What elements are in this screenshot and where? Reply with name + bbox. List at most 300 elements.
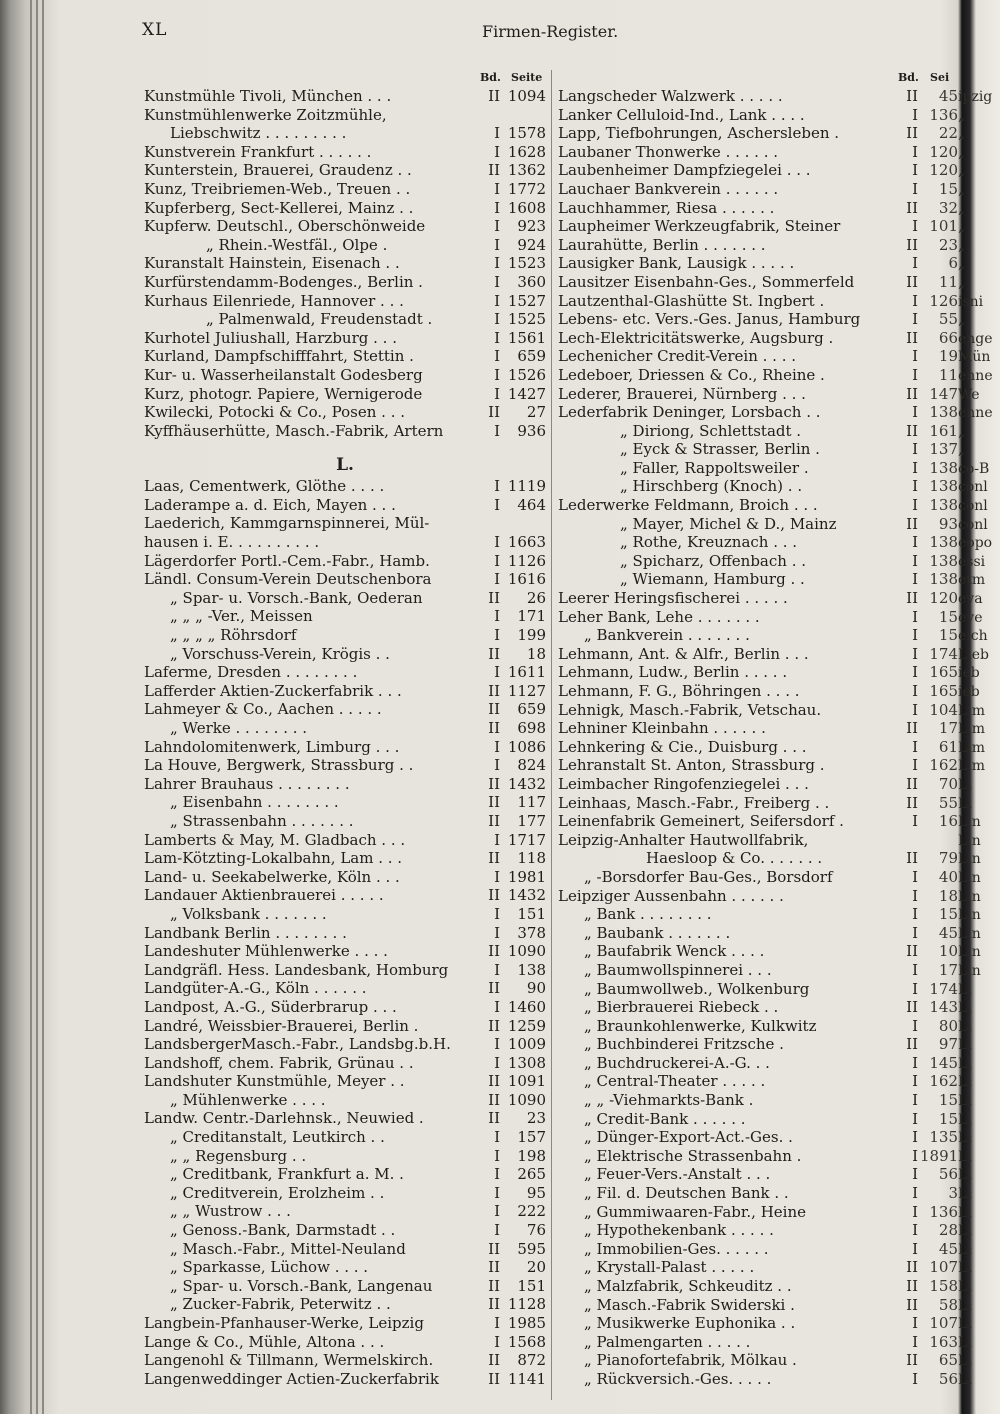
- entry-name: Lausigker Bank, Lausigk . . . . .: [558, 254, 795, 273]
- entry-name: Kurhaus Eilenriede, Hannover . . .: [144, 291, 404, 310]
- register-entry: [144, 1333, 546, 1352]
- column-divider: [551, 70, 552, 1400]
- register-entry: [144, 329, 546, 348]
- entry-volume: II: [906, 384, 918, 403]
- entry-page: 19: [938, 347, 958, 366]
- entry-page: 32: [938, 198, 958, 217]
- page-title: Firmen-Register.: [482, 22, 619, 41]
- entry-volume: I: [494, 1183, 500, 1202]
- entry-name: Lanker Celluloid-Ind., Lank . . . .: [558, 105, 805, 124]
- page-fragment-text: Lin: [958, 832, 981, 849]
- entry-name: Leinhaas, Masch.-Fabr., Freiberg . .: [558, 793, 830, 812]
- register-entry: [144, 1035, 546, 1054]
- entry-name: Leinenfabrik Gemeinert, Seifersdorf .: [558, 812, 844, 831]
- register-entry: [144, 793, 546, 812]
- entry-page: 145: [929, 1053, 958, 1072]
- entry-volume: I: [912, 960, 918, 979]
- entry-name: „ Palmenwald, Freudenstadt .: [206, 310, 433, 329]
- entry-name: Langbein-Pfanhauser-Werke, Leipzig: [144, 1314, 424, 1332]
- register-entry: [558, 794, 958, 813]
- entry-page: 1427: [507, 384, 546, 403]
- register-entry: [558, 1258, 958, 1277]
- entry-page: 27: [526, 403, 546, 422]
- entry-volume: II: [906, 998, 918, 1017]
- page-fragment-text: Li: [958, 795, 972, 812]
- entry-page: 118: [517, 849, 546, 868]
- register-entry: [558, 366, 958, 385]
- entry-page: 1525: [507, 310, 546, 329]
- entry-name: Land- u. Seekabelwerke, Köln . . .: [144, 867, 400, 886]
- entry-name: „ Elektrische Strassenbahn .: [584, 1146, 802, 1165]
- entry-name: Laubenheimer Dampfziegelei . . .: [558, 161, 811, 180]
- entry-name: „ Musikwerke Euphonika . .: [584, 1314, 796, 1333]
- entry-name: „ Diriong, Schlettstadt .: [620, 421, 802, 440]
- register-entry: [144, 812, 546, 831]
- entry-page: 147: [929, 384, 958, 403]
- register-entry: [144, 347, 546, 366]
- entry-volume: I: [912, 1091, 918, 1110]
- page-fragment-text: Li: [958, 1186, 972, 1203]
- section-letter: L.: [336, 455, 354, 476]
- entry-name: „ „ „ -Ver., Meissen: [170, 607, 313, 626]
- entry-name: „ Immobilien-Ges. . . . . .: [584, 1239, 769, 1258]
- entry-name: Lauchhammer, Riesa . . . . . .: [558, 198, 775, 217]
- register-entry: [558, 1128, 958, 1147]
- entry-volume: I: [494, 867, 500, 886]
- entry-volume: I: [494, 663, 500, 682]
- entry-volume: I: [494, 830, 500, 849]
- page-fragment-text: Li: [958, 1371, 972, 1388]
- page-fragment-text: „: [958, 181, 966, 198]
- page-fragment-text: Lim: [958, 739, 986, 756]
- entry-volume: I: [912, 403, 918, 422]
- register-entry: [558, 589, 958, 608]
- register-entry: [558, 477, 958, 496]
- register-entry: [144, 719, 546, 738]
- entry-volume: I: [494, 477, 500, 496]
- register-entry: [558, 217, 958, 236]
- entry-name: Kurz, photogr. Papiere, Wernigerode: [144, 384, 423, 403]
- entry-page: 1523: [507, 254, 546, 273]
- entry-page: 1086: [507, 737, 546, 756]
- entry-volume: II: [488, 942, 500, 961]
- page-fragment-text: ipzig: [958, 89, 993, 105]
- entry-page: 595: [517, 1239, 546, 1258]
- entry-volume: I: [494, 756, 500, 775]
- page-fragment-text: conl: [958, 479, 988, 496]
- entry-volume: I: [494, 904, 500, 923]
- register-entry: [144, 1258, 546, 1277]
- entry-page: 872: [517, 1351, 546, 1370]
- entry-page: 126: [929, 291, 958, 310]
- register-entry: [558, 1072, 958, 1091]
- page-edge-line: [30, 0, 32, 1414]
- entry-volume: II: [488, 161, 500, 180]
- entry-page: 138: [929, 477, 958, 496]
- entry-volume: I: [912, 1053, 918, 1072]
- register-entry: [144, 514, 546, 533]
- entry-page: 1611: [507, 663, 546, 682]
- entry-name: Kunstmühle Tivoli, München . . .: [144, 87, 392, 105]
- page-fragment-text: Lin: [958, 869, 981, 886]
- page-fragment-text: ieb: [958, 684, 980, 700]
- entry-volume: II: [488, 1239, 500, 1258]
- entry-volume: II: [906, 235, 918, 254]
- register-entry: [144, 254, 546, 273]
- entry-volume: I: [494, 1221, 500, 1240]
- column-header: [144, 69, 546, 87]
- register-entry: [144, 1184, 546, 1203]
- register-entry: [144, 366, 546, 385]
- entry-page: 378: [517, 923, 546, 942]
- entry-volume: II: [906, 514, 918, 533]
- entry-volume: I: [494, 997, 500, 1016]
- entry-volume: I: [912, 700, 918, 719]
- entry-page: 1432: [507, 774, 546, 793]
- entry-name: LandsbergerMasch.-Fabr., Landsbg.b.H.: [144, 1035, 451, 1054]
- register-entry: [558, 1091, 958, 1110]
- entry-name: „ Spicharz, Offenbach . .: [620, 551, 806, 570]
- entry-page: 80: [938, 1016, 958, 1035]
- entry-page: 17: [938, 719, 958, 738]
- entry-volume: I: [912, 737, 918, 756]
- page-fragment-text: „: [958, 237, 966, 254]
- register-entry: [558, 143, 958, 162]
- register-entry: [558, 831, 958, 850]
- entry-volume: I: [494, 570, 500, 589]
- entry-name: „ Wiemann, Hamburg . .: [620, 570, 805, 589]
- entry-volume: I: [912, 626, 918, 645]
- register-entry: [558, 1017, 958, 1036]
- entry-page: 79: [938, 849, 958, 868]
- entry-name: Lam-Kötzting-Lokalbahn, Lam . . .: [144, 849, 403, 868]
- register-entry: [144, 886, 546, 905]
- register-entry: [144, 645, 546, 664]
- page-fragment-text: Li: [958, 1353, 972, 1370]
- entry-volume: II: [488, 644, 500, 663]
- entry-name: Lehmann, Ludw., Berlin . . . . .: [558, 663, 788, 682]
- entry-name: „ Faller, Rappoltsweiler .: [620, 458, 809, 477]
- entry-page: 824: [517, 756, 546, 775]
- entry-page: 165: [929, 682, 958, 700]
- entry-name: Laupheimer Werkzeugfabrik, Steiner: [558, 217, 841, 236]
- entry-name: „ „ Wustrow . . .: [170, 1202, 291, 1221]
- entry-page: 107: [929, 1258, 958, 1277]
- entry-name: „ Baumwollspinnerei . . .: [584, 960, 772, 979]
- entry-name: Laferme, Dresden . . . . . . . .: [144, 663, 358, 682]
- entry-volume: II: [906, 272, 918, 291]
- page-fragment-text: We: [958, 386, 980, 403]
- entry-name: Lafferder Aktien-Zuckerfabrik . . .: [144, 681, 402, 700]
- register-entry: [144, 403, 546, 422]
- entry-name: „ Eisenbahn . . . . . . . .: [170, 793, 339, 812]
- register-entry: [558, 515, 958, 534]
- page-fragment-text: Lin: [958, 962, 981, 979]
- register-entry: [144, 607, 546, 626]
- entry-volume: I: [912, 496, 918, 515]
- entry-name: hausen i. E. . . . . . . . . .: [144, 533, 320, 552]
- left-entry-list: [144, 87, 546, 1388]
- entry-volume: I: [912, 1332, 918, 1351]
- entry-page: 16: [938, 812, 958, 831]
- entry-name: Lederer, Brauerei, Nürnberg . . .: [558, 384, 806, 403]
- entry-name: Kupferberg, Sect-Kellerei, Mainz . .: [144, 198, 414, 217]
- entry-name: Kupferw. Deutschl., Oberschönweide: [144, 217, 426, 236]
- entry-name: Leimbacher Ringofenziegelei . . .: [558, 774, 809, 793]
- page-fragment-text: Li: [958, 1055, 972, 1072]
- page-fragment-text: Lieb: [958, 646, 990, 663]
- register-entry: [144, 292, 546, 311]
- page-fragment-text: Li: [958, 1167, 972, 1184]
- entry-page: 18: [938, 886, 958, 905]
- entry-volume: I: [494, 1035, 500, 1054]
- entry-name: Lehranstalt St. Anton, Strassburg .: [558, 756, 825, 775]
- entry-volume: I: [912, 663, 918, 682]
- entry-volume: II: [488, 793, 500, 812]
- page-fragment-text: Lim: [958, 721, 986, 738]
- entry-name: „ Bankverein . . . . . . .: [584, 626, 750, 645]
- entry-name: Landauer Aktienbrauerei . . . . .: [144, 886, 384, 905]
- entry-volume: I: [912, 1184, 918, 1203]
- entry-volume: II: [488, 774, 500, 793]
- page-fragment-text: Li: [958, 1334, 972, 1351]
- entry-name: „ Malzfabrik, Schkeuditz . .: [584, 1277, 792, 1295]
- entry-name: „ Bierbrauerei Riebeck . .: [584, 998, 779, 1017]
- register-entry: [144, 924, 546, 943]
- entry-name: „ Buchbinderei Fritzsche .: [584, 1035, 784, 1054]
- register-entry: [558, 1165, 958, 1184]
- register-entry: [144, 273, 546, 292]
- page-fragment-text: Li: [958, 1148, 972, 1165]
- register-entry: [144, 552, 546, 571]
- page-fragment-text: „: [958, 107, 966, 124]
- register-entry: [558, 942, 958, 961]
- entry-page: 15: [938, 905, 958, 924]
- entry-page: 1891: [920, 1146, 958, 1165]
- entry-volume: I: [912, 458, 918, 477]
- entry-volume: II: [906, 1351, 918, 1370]
- right-entry-list: [558, 87, 958, 1389]
- entry-name: Kurland, Dampfschifffahrt, Stettin .: [144, 347, 414, 366]
- entry-name: Landeshuter Mühlenwerke . . . .: [144, 942, 388, 961]
- register-entry: [558, 645, 958, 664]
- entry-volume: I: [912, 1165, 918, 1184]
- register-entry: [558, 719, 958, 738]
- entry-page: 198: [517, 1146, 546, 1165]
- entry-page: 22: [938, 124, 958, 143]
- entry-page: 151: [517, 1276, 546, 1295]
- register-entry: [144, 961, 546, 980]
- register-entry: [144, 756, 546, 775]
- entry-name: Laderampe a. d. Eich, Mayen . . .: [144, 495, 396, 514]
- register-entry: [144, 1091, 546, 1110]
- entry-volume: I: [494, 533, 500, 552]
- entry-name: „ Pianofortefabrik, Mölkau .: [584, 1351, 797, 1370]
- register-entry: [144, 106, 546, 125]
- entry-name: „ Credit-Bank . . . . . .: [584, 1109, 746, 1128]
- entry-name: „ Braunkohlenwerke, Kulkwitz: [584, 1016, 817, 1035]
- entry-page: 45: [938, 87, 958, 105]
- entry-name: „ Genoss.-Bank, Darmstadt . .: [170, 1221, 396, 1240]
- entry-page: 698: [517, 719, 546, 737]
- entry-volume: I: [912, 365, 918, 384]
- entry-page: 1561: [507, 328, 546, 347]
- entry-page: 1717: [507, 830, 546, 849]
- entry-volume: I: [912, 1202, 918, 1221]
- page-fragment-text: Li: [958, 1074, 972, 1091]
- entry-volume: I: [912, 1369, 918, 1388]
- entry-name: Kuranstalt Hainstein, Eisenach . .: [144, 254, 400, 273]
- right-register-column: [558, 69, 958, 1389]
- entry-page: 936: [517, 421, 546, 440]
- entry-name: Langenweddinger Actien-Zuckerfabrik: [144, 1369, 439, 1388]
- entry-page: 137: [929, 440, 958, 459]
- entry-page: 65: [938, 1351, 958, 1370]
- entry-page: 15: [938, 1109, 958, 1128]
- page-fragment-text: Lin: [958, 907, 981, 924]
- register-entry: [558, 199, 958, 218]
- entry-name: „ Mühlenwerke . . . .: [170, 1090, 326, 1109]
- entry-page: 174: [929, 644, 958, 663]
- entry-name: Lechenicher Credit-Verein . . . .: [558, 347, 797, 366]
- entry-page: 45: [938, 923, 958, 942]
- page-fragment-text: „: [958, 312, 966, 329]
- entry-name: Lech-Elektricitätswerke, Augsburg .: [558, 328, 834, 347]
- register-entry: [558, 1277, 958, 1296]
- page-fragment-text: enne: [958, 405, 993, 422]
- register-entry: [558, 273, 958, 292]
- entry-page: 1091: [507, 1072, 546, 1091]
- register-entry: [558, 310, 958, 329]
- register-entry: [144, 589, 546, 608]
- entry-volume: I: [494, 1128, 500, 1147]
- entry-name: Leipziger Aussenbahn . . . . . .: [558, 886, 784, 905]
- entry-page: 135: [929, 1128, 958, 1147]
- register-entry: [144, 422, 546, 441]
- page-fragment-text: conl: [958, 516, 988, 533]
- entry-volume: I: [494, 365, 500, 384]
- entry-volume: I: [494, 923, 500, 942]
- register-entry: [144, 236, 546, 255]
- entry-name: Lehmann, F. G., Böhringen . . . .: [558, 682, 800, 700]
- register-entry: [144, 310, 546, 329]
- register-entry: [558, 459, 958, 478]
- entry-page: 136: [929, 105, 958, 124]
- entry-name: Kunstverein Frankfurt . . . . . .: [144, 142, 372, 161]
- page-fragment-text: „: [958, 126, 966, 143]
- entry-name: Ländl. Consum-Verein Deutschenbora: [144, 570, 432, 589]
- entry-name: „ Volksbank . . . . . . .: [170, 904, 327, 923]
- entry-page: 222: [517, 1202, 546, 1221]
- register-entry: [144, 738, 546, 757]
- page-fragment-text: Li: [958, 1111, 972, 1128]
- entry-name: Landgräfl. Hess. Landesbank, Homburg: [144, 960, 449, 979]
- page-fragment-text: Li: [958, 1223, 972, 1240]
- register-entry: [558, 961, 958, 980]
- entry-volume: II: [906, 198, 918, 217]
- entry-page: 1981: [507, 867, 546, 886]
- entry-volume: II: [488, 1258, 500, 1277]
- page-fragment-text: Lin: [958, 888, 981, 905]
- entry-name: Kyffhäuserhütte, Masch.-Fabrik, Artern: [144, 421, 444, 440]
- entry-volume: I: [494, 960, 500, 979]
- entry-name: Liebschwitz . . . . . . . . .: [170, 124, 347, 143]
- register-entry: [558, 236, 958, 255]
- entry-volume: II: [906, 719, 918, 738]
- register-entry: [144, 1314, 546, 1333]
- register-entry: [558, 849, 958, 868]
- register-entry: [144, 1240, 546, 1259]
- register-entry: [144, 1072, 546, 1091]
- entry-page: 1663: [507, 533, 546, 552]
- entry-page: 1985: [507, 1314, 546, 1332]
- bd-column-label: Bd.: [480, 71, 501, 84]
- entry-page: 23: [526, 1109, 546, 1128]
- page-edge-line: [42, 0, 44, 1414]
- entry-volume: II: [488, 588, 500, 607]
- entry-page: 158: [929, 1277, 958, 1295]
- entry-page: 165: [929, 663, 958, 682]
- entry-volume: I: [912, 291, 918, 310]
- register-entry: [558, 385, 958, 404]
- register-entry: [558, 682, 958, 701]
- register-entry: [144, 1128, 546, 1147]
- entry-name: Lahrer Brauhaus . . . . . . . .: [144, 774, 350, 793]
- entry-volume: II: [906, 1258, 918, 1277]
- entry-name: „ -Borsdorfer Bau-Ges., Borsdorf: [584, 867, 833, 886]
- entry-volume: I: [494, 1332, 500, 1351]
- entry-page: 90: [526, 979, 546, 998]
- register-entry: [144, 87, 546, 106]
- entry-page: 1772: [507, 179, 546, 198]
- register-entry: [558, 1203, 958, 1222]
- entry-page: 17: [938, 960, 958, 979]
- entry-page: 11: [938, 365, 958, 384]
- register-entry: [558, 887, 958, 906]
- entry-name: Lapp, Tiefbohrungen, Aschersleben .: [558, 124, 840, 143]
- entry-volume: I: [912, 644, 918, 663]
- register-entry: [144, 143, 546, 162]
- entry-name: Leerer Heringsfischerei . . . . .: [558, 589, 788, 608]
- entry-page: 97: [938, 1035, 958, 1054]
- entry-page: 659: [517, 347, 546, 366]
- entry-volume: I: [912, 105, 918, 124]
- entry-page: 157: [517, 1128, 546, 1147]
- entry-volume: II: [488, 1072, 500, 1091]
- entry-page: 107: [929, 1314, 958, 1333]
- entry-page: 163: [929, 1332, 958, 1351]
- register-entry: [558, 1240, 958, 1259]
- entry-volume: II: [488, 1369, 500, 1388]
- entry-name: Haesloop & Co. . . . . . .: [646, 849, 823, 868]
- entry-page: 1578: [507, 124, 546, 143]
- entry-page: 265: [517, 1165, 546, 1184]
- entry-page: 162: [929, 756, 958, 775]
- entry-name: Lehnigk, Masch.-Fabrik, Vetschau.: [558, 700, 822, 719]
- entry-name: „ „ „ „ Röhrsdorf: [170, 626, 297, 645]
- register-entry: [558, 292, 958, 311]
- entry-name: Laas, Cementwerk, Glöthe . . . .: [144, 477, 385, 496]
- entry-page: 138: [929, 403, 958, 422]
- entry-name: „ Strassenbahn . . . . . . .: [170, 811, 354, 830]
- entry-name: Laubaner Thonwerke . . . . . .: [558, 142, 779, 161]
- entry-volume: I: [912, 477, 918, 496]
- entry-page: 18: [526, 644, 546, 663]
- entry-volume: II: [906, 1035, 918, 1054]
- bd-column-label: Bd.: [898, 71, 919, 84]
- register-entry: [144, 831, 546, 850]
- entry-name: „ Creditbank, Frankfurt a. M. .: [170, 1165, 404, 1184]
